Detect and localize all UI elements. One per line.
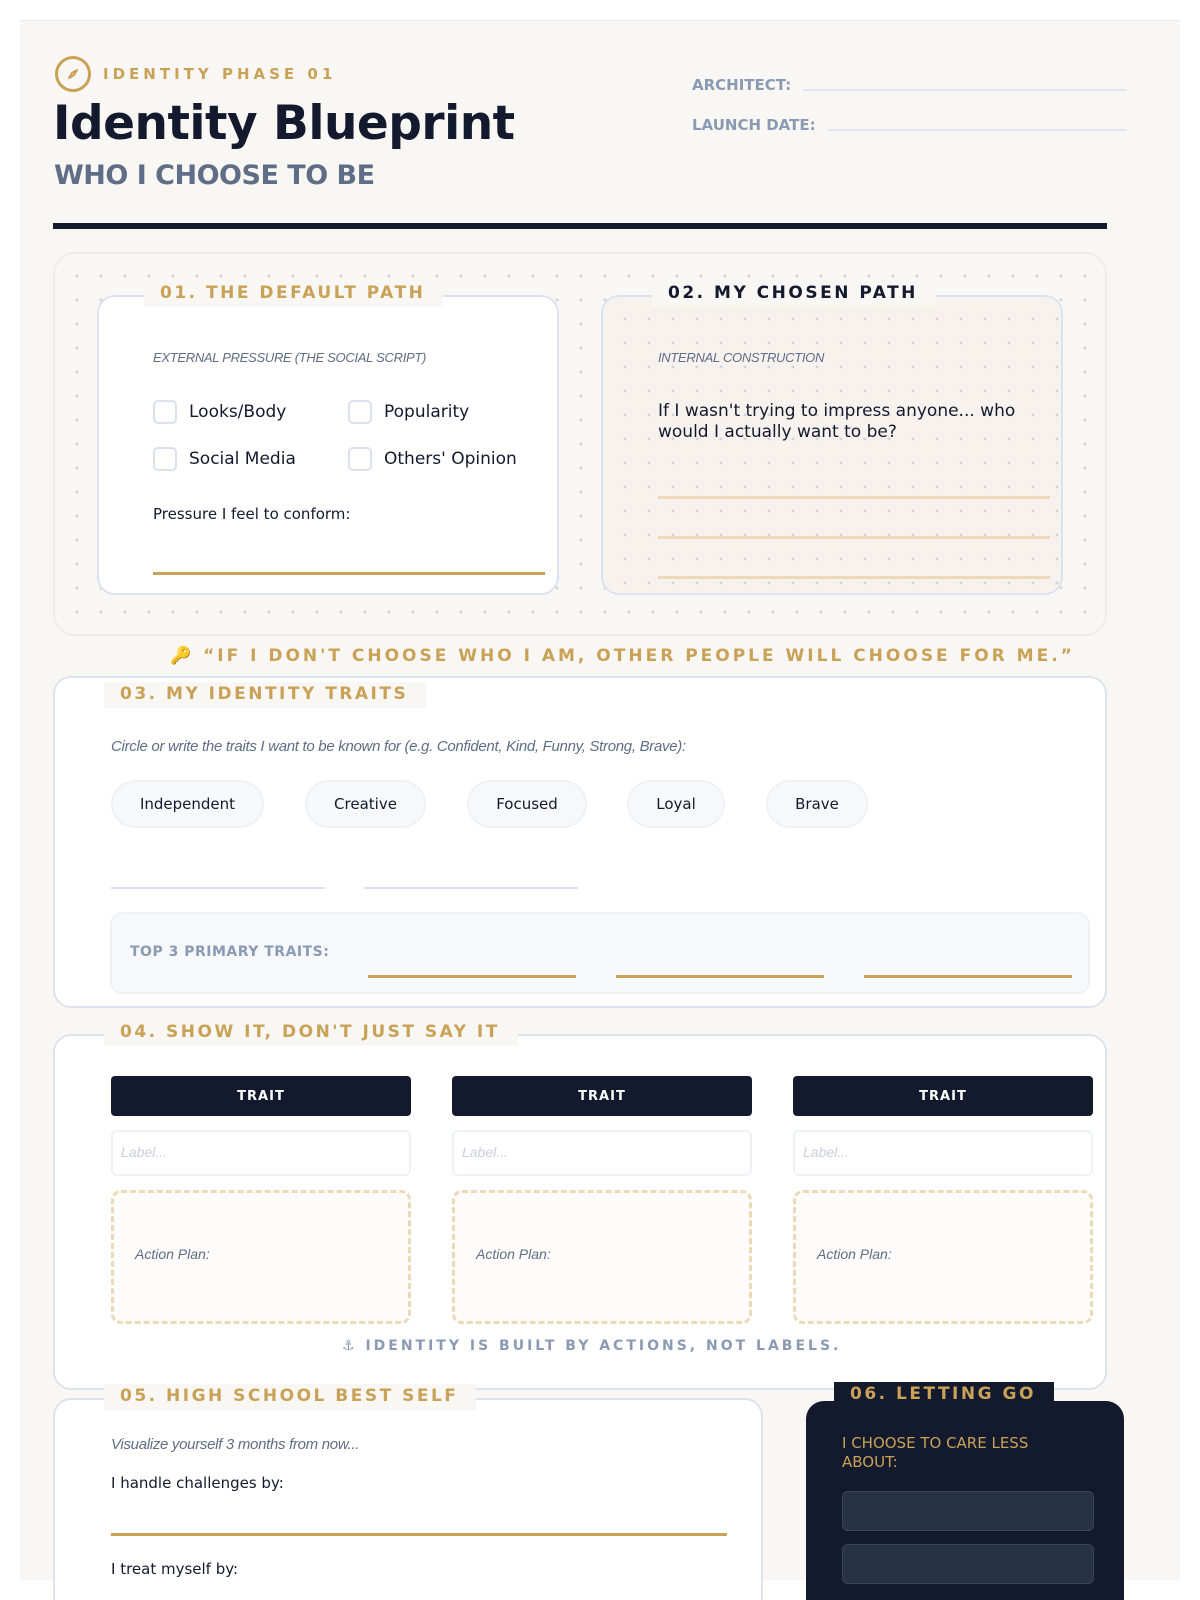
action-plan-label: Action Plan: bbox=[135, 1246, 210, 1262]
traits-tag: 03. MY IDENTITY TRAITS bbox=[104, 682, 426, 708]
top-trait-line-1[interactable] bbox=[368, 975, 576, 978]
default-path-tag: 01. THE DEFAULT PATH bbox=[144, 281, 443, 307]
default-path-card bbox=[97, 295, 559, 595]
show-it-tag: 04. SHOW IT, DON'T JUST SAY IT bbox=[104, 1020, 518, 1046]
top-trait-line-3[interactable] bbox=[864, 975, 1072, 978]
challenges-label: I handle challenges by: bbox=[111, 1474, 284, 1492]
architect-line[interactable] bbox=[803, 89, 1127, 91]
treat-myself-label: I treat myself by: bbox=[111, 1560, 239, 1578]
trait-header: TRAIT bbox=[793, 1076, 1093, 1116]
checkbox-popularity[interactable] bbox=[348, 400, 469, 424]
care-less-field-2[interactable] bbox=[842, 1544, 1094, 1584]
launch-date-label: LAUNCH DATE: bbox=[692, 116, 816, 134]
letting-go-tag: 06. LETTING GO bbox=[834, 1382, 1054, 1408]
page-subtitle: WHO I CHOOSE TO BE bbox=[54, 160, 375, 191]
chosen-path-tag: 02. MY CHOSEN PATH bbox=[652, 281, 936, 307]
chosen-path-card bbox=[601, 295, 1063, 595]
care-less-field-1[interactable] bbox=[842, 1491, 1094, 1531]
checkbox-others-opinion[interactable] bbox=[348, 447, 517, 471]
action-plan-label: Action Plan: bbox=[817, 1246, 892, 1262]
anchor-icon: ⚓ bbox=[342, 1338, 358, 1354]
custom-trait-line-1[interactable] bbox=[111, 887, 325, 889]
checkbox-box[interactable] bbox=[348, 447, 372, 471]
pressure-answer-line[interactable] bbox=[153, 572, 545, 575]
trait-pill[interactable]: Loyal bbox=[627, 780, 725, 828]
trait-label-input[interactable]: Label... bbox=[452, 1130, 752, 1176]
launch-date-field[interactable] bbox=[692, 116, 1127, 134]
checkbox-looks[interactable] bbox=[153, 400, 286, 424]
best-self-tag: 05. HIGH SCHOOL BEST SELF bbox=[104, 1384, 476, 1410]
traits-instruction: Circle or write the traits I want to be known for (e.g. Confident, Kind, Funny, Strong, Brave): bbox=[111, 738, 686, 755]
checkbox-box[interactable] bbox=[153, 447, 177, 471]
top-traits-label: TOP 3 PRIMARY TRAITS: bbox=[130, 944, 330, 960]
checkbox-label: Popularity bbox=[384, 402, 470, 422]
default-path-caption: EXTERNAL PRESSURE (THE SOCIAL SCRIPT) bbox=[153, 350, 427, 365]
checkbox-label: Others' Opinion bbox=[384, 449, 517, 469]
trait-header: TRAIT bbox=[111, 1076, 411, 1116]
trait-pill[interactable]: Brave bbox=[766, 780, 868, 828]
launch-date-line[interactable] bbox=[828, 129, 1127, 131]
page-title: Identity Blueprint bbox=[53, 96, 515, 151]
best-self-intro: Visualize yourself 3 months from now... bbox=[111, 1436, 360, 1453]
chosen-path-caption: INTERNAL CONSTRUCTION bbox=[658, 350, 825, 365]
motto-text: IDENTITY IS BUILT BY ACTIONS, NOT LABELS. bbox=[365, 1338, 842, 1354]
phase-row bbox=[55, 56, 336, 92]
trait-label-input[interactable]: Label... bbox=[111, 1130, 411, 1176]
architect-field[interactable] bbox=[692, 76, 1127, 94]
care-less-label: I CHOOSE TO CARE LESS ABOUT: bbox=[842, 1434, 1029, 1471]
header-divider bbox=[53, 223, 1107, 229]
top-trait-line-2[interactable] bbox=[616, 975, 824, 978]
checkbox-box[interactable] bbox=[348, 400, 372, 424]
checkbox-box[interactable] bbox=[153, 400, 177, 424]
trait-label-input[interactable]: Label... bbox=[793, 1130, 1093, 1176]
trait-pill[interactable]: Creative bbox=[305, 780, 426, 828]
pressure-label: Pressure I feel to conform: bbox=[153, 505, 351, 523]
checkbox-label: Social Media bbox=[189, 449, 296, 469]
trait-header: TRAIT bbox=[452, 1076, 752, 1116]
motto-line bbox=[342, 1338, 841, 1354]
action-plan-label: Action Plan: bbox=[476, 1246, 551, 1262]
chosen-answer-line-2[interactable] bbox=[658, 536, 1050, 539]
challenges-answer-line[interactable] bbox=[111, 1533, 727, 1536]
trait-pill[interactable]: Focused bbox=[467, 780, 587, 828]
quote-text: “IF I DON'T CHOOSE WHO I AM, OTHER PEOPLE WILL CHOOSE FOR ME.” bbox=[203, 646, 1075, 666]
checkbox-label: Looks/Body bbox=[189, 402, 287, 422]
custom-trait-line-2[interactable] bbox=[364, 887, 578, 889]
phase-label: IDENTITY PHASE 01 bbox=[103, 65, 337, 83]
quote-line bbox=[170, 646, 1075, 666]
key-icon: 🔑 bbox=[170, 646, 195, 666]
architect-label: ARCHITECT: bbox=[692, 76, 792, 94]
chosen-path-prompt: If I wasn't trying to impress anyone... who would I actually want to be? bbox=[658, 401, 1016, 442]
compass-icon bbox=[55, 56, 91, 92]
trait-pill[interactable]: Independent bbox=[111, 780, 264, 828]
chosen-answer-line-3[interactable] bbox=[658, 576, 1050, 579]
checkbox-social-media[interactable] bbox=[153, 447, 296, 471]
chosen-answer-line-1[interactable] bbox=[658, 496, 1050, 499]
